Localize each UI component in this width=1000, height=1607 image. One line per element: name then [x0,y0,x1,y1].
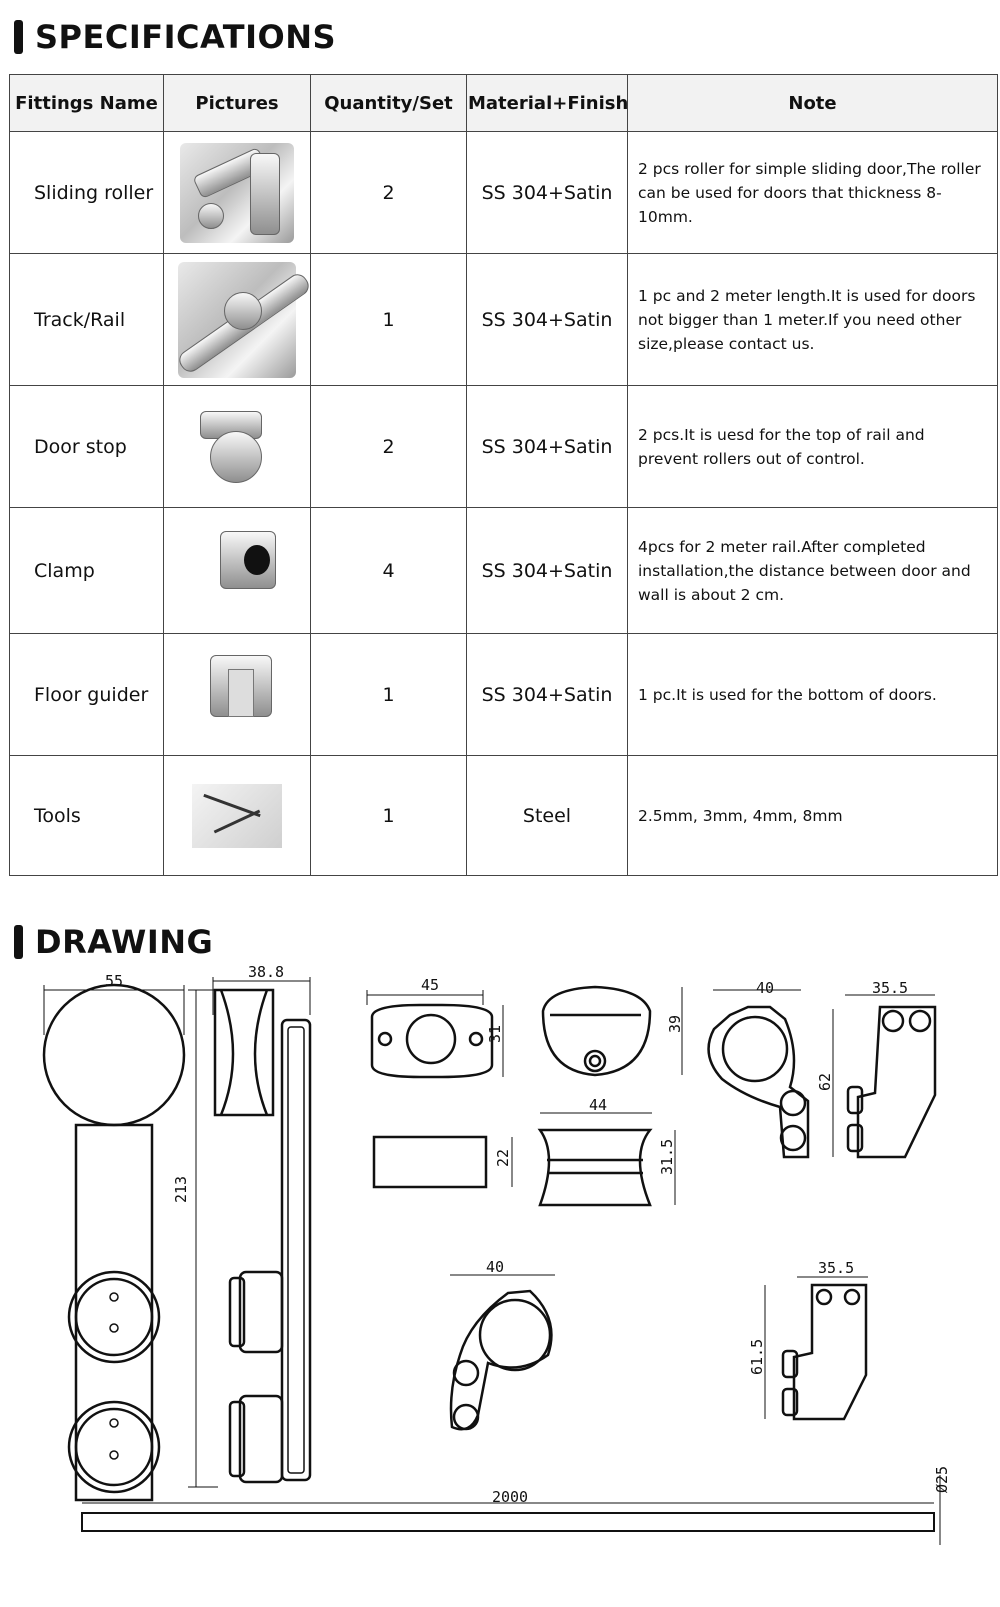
dim-clamp-width: 40 [755,979,775,997]
picture-cell [164,508,311,634]
header-fittings-name: Fittings Name [10,75,164,132]
wheel-view [540,1096,676,1205]
table-row [10,756,998,876]
specifications-heading [14,18,336,56]
fitting-name: Track/Rail [10,254,164,386]
dim-guide-width: 35.5 [818,1259,855,1277]
note: 4pcs for 2 meter rail.After completed installation,the distance between door and wall is about 2 cm. [628,508,998,634]
quantity: 2 [311,386,467,508]
quantity: 1 [311,634,467,756]
clamp-view [709,979,834,1157]
material: Steel [467,756,628,876]
door-stop-view [367,976,504,1077]
dim-cap-height: 39 [666,1014,684,1033]
header-quantity: Quantity/Set [311,75,467,132]
table-row [10,634,998,756]
dim-block-height: 22 [494,1148,512,1167]
dim-roller-height: 213 [172,1175,190,1203]
floor-guider-view [845,979,935,1157]
dim-wheel-height: 31.5 [658,1138,676,1175]
block-view [374,1137,512,1187]
table-row [10,386,998,508]
clamp-lower-view [450,1258,555,1429]
material: SS 304+Satin [467,634,628,756]
specifications-table [9,74,998,876]
floor-guider-photo [180,645,294,745]
note: 2 pcs roller for simple sliding door,The roller can be used for doors that thickness 8-10mm. [628,132,998,254]
note: 2.5mm, 3mm, 4mm, 8mm [628,756,998,876]
heading-bar [14,20,23,54]
dim-roller-depth: 38.8 [247,963,285,981]
fitting-name: Floor guider [10,634,164,756]
dim-clamp2-width: 40 [485,1258,505,1276]
cap-view [543,987,684,1075]
dim-floor-width: 35.5 [871,979,909,997]
material: SS 304+Satin [467,386,628,508]
material: SS 304+Satin [467,254,628,386]
header-material: Material+Finish [467,75,628,132]
fitting-name: Sliding roller [10,132,164,254]
table-row [10,132,998,254]
picture-cell [164,254,311,386]
picture-cell [164,634,311,756]
picture-cell [164,386,311,508]
quantity: 4 [311,508,467,634]
roller-side-view [172,963,310,1487]
door-stop-photo [180,397,294,497]
dim-rail-diameter: Ø25 [933,1465,951,1493]
heading-bar [14,925,23,959]
dim-stop-width: 45 [420,976,440,994]
drawing-heading [14,923,213,961]
header-note: Note [628,75,998,132]
quantity: 1 [311,756,467,876]
specifications-title: SPECIFICATIONS [35,18,337,56]
header-pictures: Pictures [164,75,311,132]
table-header-row [10,75,998,132]
fitting-name: Door stop [10,386,164,508]
dim-clamp-height: 62 [816,1072,834,1091]
quantity: 1 [311,254,467,386]
clamp-photo [180,521,294,621]
drawing-title: DRAWING [35,923,214,961]
table-row [10,254,998,386]
note: 1 pc and 2 meter length.It is used for doors not bigger than 1 meter.If you need other size,please contact us. [628,254,998,386]
note: 1 pc.It is used for the bottom of doors. [628,634,998,756]
material: SS 304+Satin [467,132,628,254]
roller-front-view [44,972,184,1500]
guide-lower-view [748,1259,868,1419]
technical-drawing [0,963,1000,1607]
tools-photo [192,784,282,848]
note: 2 pcs.It is uesd for the top of rail and prevent rollers out of control. [628,386,998,508]
material: SS 304+Satin [467,508,628,634]
table-row [10,508,998,634]
picture-cell [164,132,311,254]
dim-roller-width: 55 [104,972,124,990]
fitting-name: Tools [10,756,164,876]
track-rail-photo [178,262,296,378]
dim-guide-height: 61.5 [748,1338,766,1375]
fitting-name: Clamp [10,508,164,634]
sliding-roller-photo [180,143,294,243]
dim-wheel-width: 44 [588,1096,608,1114]
picture-cell [164,756,311,876]
quantity: 2 [311,132,467,254]
dim-stop-height: 31 [486,1024,504,1043]
rail-view [82,1466,951,1545]
dim-rail-length: 2000 [491,1488,529,1506]
